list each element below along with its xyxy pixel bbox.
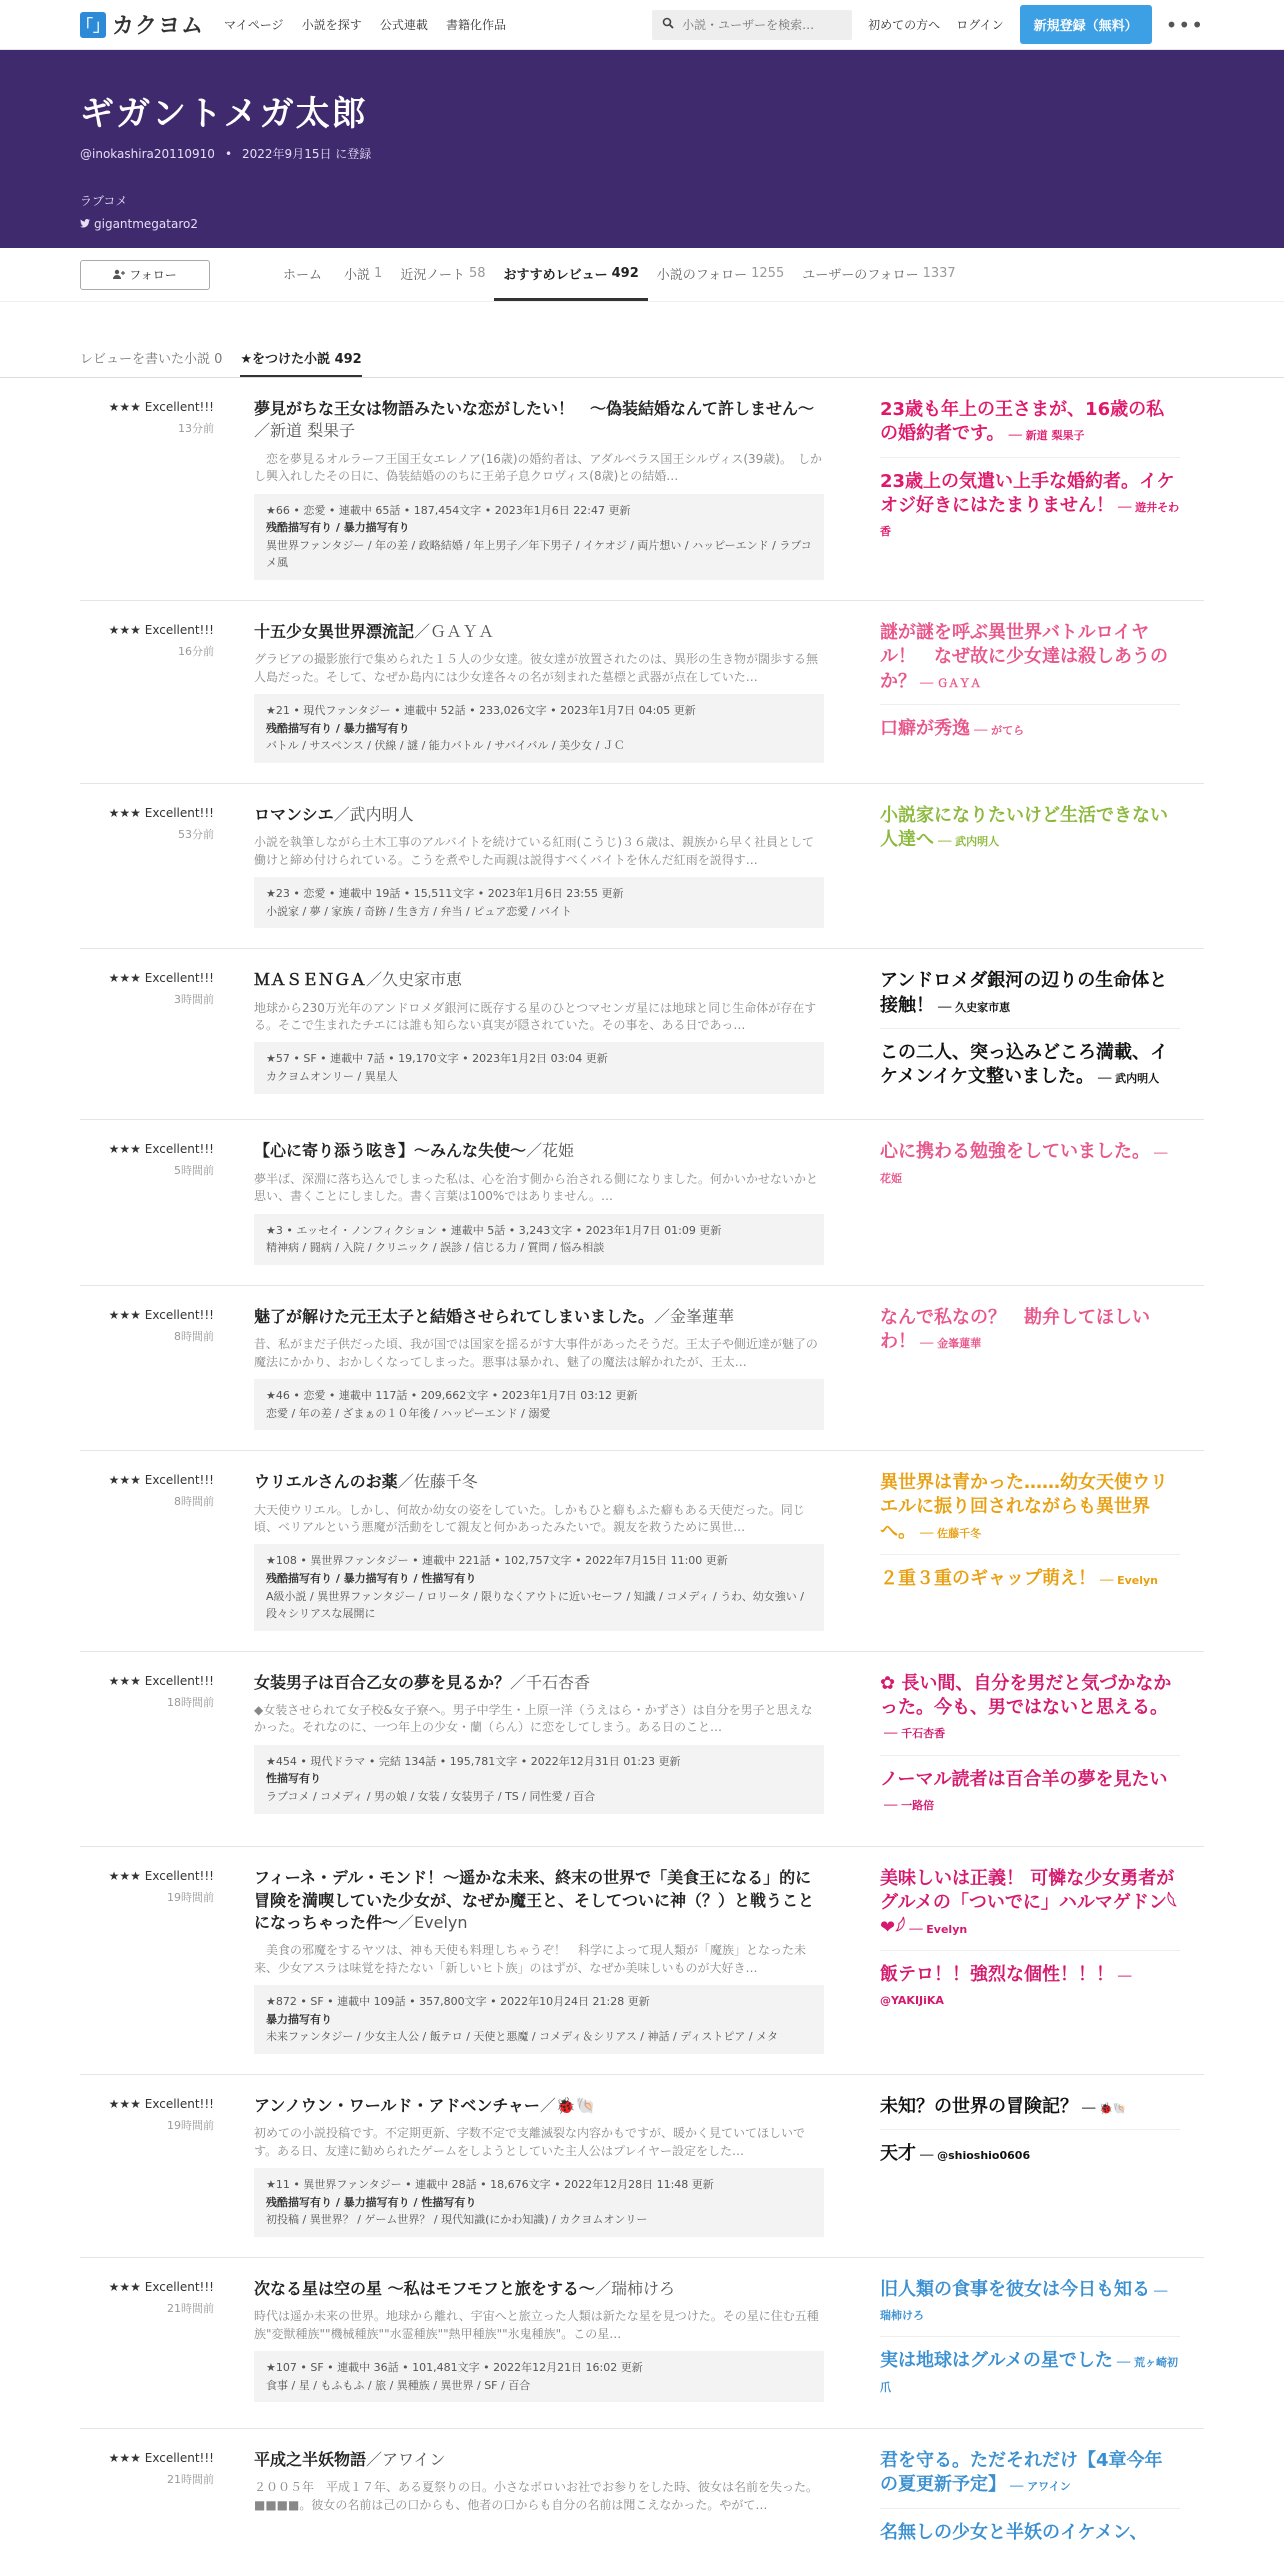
- review-catchphrase[interactable]: [880, 470, 1180, 553]
- review-author[interactable]: ── 一路倍: [884, 1798, 935, 1812]
- item-time: 3時間前: [174, 993, 214, 1007]
- work-stats: ★46 • 恋愛 • 連載中 117話 • 209,662文字 • 2023年1月7日 03:12 更新: [266, 1388, 638, 1402]
- work-title[interactable]: [254, 1471, 824, 1493]
- item-meta: [80, 1471, 214, 1631]
- add-user-icon: [113, 268, 125, 282]
- review-author[interactable]: ── 花姫: [880, 1147, 1168, 1185]
- review-text[interactable]: 美味しいは正義！ 可憐な少女勇者がグルメの「ついでに」ハルマゲドン𓆩❤𓆪: [880, 1868, 1178, 1938]
- logo-mark-icon: 「」: [80, 12, 106, 38]
- review-text[interactable]: 口癖が秀逸: [880, 717, 970, 739]
- review-text[interactable]: ✿ 長い間、自分を男だと気づかなかった。今も、男ではないと思える。: [880, 1672, 1172, 1718]
- review-catchphrase[interactable]: [880, 1471, 1180, 1555]
- review-author[interactable]: ── @YAKIJiKA: [880, 1970, 1132, 2008]
- review-text[interactable]: 23歳も年上の王さまが、16歳の私の婚約者です。: [880, 399, 1165, 445]
- work-info: [254, 2095, 824, 2237]
- review-author[interactable]: ── 瑞柿けろ: [880, 2284, 1168, 2323]
- work-author[interactable]: ／武内明人: [333, 804, 414, 824]
- list-item: [80, 601, 1204, 784]
- item-meta: [80, 804, 214, 928]
- work-stats: ★454 • 現代ドラマ • 完結 134話 • 195,781文字 • 2022年12月31日 01:23 更新: [266, 1754, 681, 1768]
- work-title-text[interactable]: 平成之半妖物語: [254, 2450, 367, 2470]
- nav-official[interactable]: 公式連載: [379, 18, 428, 32]
- signup-button[interactable]: 新規登録（無料）: [1020, 5, 1152, 44]
- work-title-text[interactable]: 【心に寄り添う呟き】～みんな失使～: [254, 1141, 527, 1161]
- item-time: 8時間前: [174, 1495, 214, 1509]
- work-author[interactable]: ／アワイン: [366, 2450, 446, 2470]
- work-title-text[interactable]: 魅了が解けた元王太子と結婚させられてしまいました。: [254, 1306, 655, 1326]
- work-info: [254, 398, 824, 580]
- work-description: 夢半ば、深淵に落ち込んでしまった私は、心を治す側から治される側になりました。何かいかせないかと思い、書くことにしました。書く言葉は100%ではありません。…: [254, 1171, 819, 1204]
- work-tags[interactable]: バトル / サスペンス / 伏線 / 謎 / 能力バトル / サバイバル / 美少女 / ＪＣ: [266, 739, 625, 753]
- work-title[interactable]: [254, 398, 824, 443]
- nav-mypage[interactable]: マイページ: [224, 18, 284, 32]
- work-stats: ★872 • SF • 連載中 109話 • 357,800文字 • 2022年10月24日 21:28 更新: [266, 1995, 650, 2009]
- review-catchphrase[interactable]: [880, 2278, 1180, 2338]
- work-info: [254, 2449, 824, 2555]
- work-description: 昔、私がまだ子供だった頃、我が国では国家を揺るがす大事件があったそうだ。王太子や側近達が魅了の魔法にかかり、おかしくなってしまった。悪事は暴かれ、魅了の魔法は解かれたが、王太…: [254, 1337, 818, 1369]
- profile-registered: 2022年9月15日 に登録: [242, 147, 372, 161]
- work-info: [254, 804, 824, 928]
- work-description: 大天使ウリエル。しかし、何故か幼女の姿をしていた。しかもひと癖もふた癖もある天使だった。同じ頃、ベリアルという悪魔が活動をして親友と何かあったみたいで。親友を救うために異世…: [254, 1502, 805, 1534]
- review-catchphrases: [880, 2278, 1180, 2408]
- work-author[interactable]: ／瑞柿けろ: [594, 2278, 675, 2298]
- work-tags[interactable]: 小説家 / 夢 / 家族 / 奇跡 / 生き方 / 弁当 / ピュア恋愛 / バイト: [266, 904, 572, 918]
- review-catchphrase[interactable]: [880, 804, 1180, 863]
- work-details: [254, 2351, 824, 2402]
- item-meta: [80, 1140, 214, 1264]
- work-title[interactable]: [254, 1672, 824, 1694]
- work-title[interactable]: [254, 1306, 824, 1328]
- list-item: [80, 2429, 1204, 2568]
- review-catchphrase[interactable]: [880, 1567, 1180, 1601]
- work-details: [254, 1214, 824, 1265]
- item-meta: [80, 2095, 214, 2237]
- review-author[interactable]: ── 武内明人: [938, 835, 1000, 849]
- list-item: [80, 378, 1204, 601]
- review-text[interactable]: ノーマル読者は百合羊の夢を見たい: [880, 1768, 1168, 1790]
- review-catchphrases: [880, 621, 1180, 763]
- star-rating: ★★★ Excellent!!!: [108, 2279, 214, 2294]
- review-catchphrase[interactable]: [880, 2349, 1180, 2408]
- item-meta: [80, 621, 214, 763]
- review-catchphrase[interactable]: [880, 2095, 1180, 2130]
- profile-bio: ラブコメ: [80, 194, 128, 208]
- work-info: [254, 1306, 824, 1430]
- search-icon: [662, 17, 674, 32]
- tab-notes[interactable]: 近況ノート 58: [400, 265, 486, 283]
- work-info: [254, 1867, 824, 2054]
- item-time: 19時間前: [167, 1891, 214, 1905]
- work-info: [254, 969, 824, 1099]
- item-meta: [80, 1672, 214, 1826]
- work-description: ◆女装させられて女子校&女子寮へ。男子中学生・上原一洋（うえはら・かずさ）は自分を男子と思えなかった。それなのに、一つ年上の少女・蘭（らん）に恋をしてしまう。ある日のこと…: [254, 1703, 813, 1735]
- review-author[interactable]: ── 佐藤千冬: [920, 1526, 982, 1540]
- subtab-reviewed[interactable]: レビューを書いた小説 0: [80, 352, 223, 367]
- work-description: 恋を夢見るオルラーフ王国王女エレノア(16歳)の婚約者は、アダルベラス国王シルヴィス(39歳)。 しかし興入れしたその日に、偽装結婚ののちに王弟子息クロヴィス(8歳)との結婚…: [254, 451, 822, 484]
- star-rating: ★★★ Excellent!!!: [108, 2096, 214, 2111]
- work-info: [254, 2278, 824, 2408]
- review-text[interactable]: ２重３重のギャップ萌え！: [880, 1568, 1096, 1590]
- content-flags: 残酷描写有り / 暴力描写有り: [266, 521, 410, 535]
- work-tags[interactable]: A級小説 / 異世界ファンタジー / ロリータ / 限りなくアウトに近いセーフ / 知識 / コメディ / うわ、幼女強い / 段々シリアスな展開に: [266, 1589, 804, 1621]
- search-input[interactable]: [682, 18, 842, 32]
- review-author[interactable]: ── 千石杏香: [884, 1727, 946, 1741]
- top-bar: [0, 0, 1284, 50]
- work-author[interactable]: ／佐藤千冬: [397, 1472, 478, 1492]
- work-title[interactable]: [254, 1140, 824, 1162]
- review-catchphrase[interactable]: [880, 717, 1180, 751]
- work-tags[interactable]: 初投稿 / 異世界？ / ゲーム世界？ / 現代知識(にかわ知識) / カクヨムオンリー: [266, 2213, 648, 2227]
- list-item: [80, 2258, 1204, 2429]
- work-details: [254, 1985, 824, 2054]
- review-text[interactable]: 天才: [880, 2143, 916, 2165]
- work-stats: ★21 • 現代ファンタジー • 連載中 52話 • 233,026文字 • 2023年1月7日 04:05 更新: [266, 704, 696, 718]
- review-text[interactable]: 実は地球はグルメの星でした: [880, 2350, 1113, 2372]
- item-time: 19時間前: [167, 2118, 214, 2132]
- work-title[interactable]: [254, 2449, 824, 2471]
- list-item: [80, 1847, 1204, 2075]
- work-description: 美食の邪魔をするヤツは、神も天使も料理しちゃうぞ！ 科学によって現人類が「魔族」となった未来、少女アスラは味覚を持たない「新しいヒト族」のはずが、なぜか美味しいものが大好き…: [254, 1943, 807, 1975]
- more-menu-icon[interactable]: •••: [1165, 12, 1204, 37]
- item-time: 16分前: [178, 644, 214, 658]
- work-details: [254, 1379, 824, 1430]
- review-catchphrase[interactable]: [880, 1140, 1180, 1199]
- content-flags: 暴力描写有り: [266, 2012, 332, 2026]
- work-title-text[interactable]: ＭＡＳＥＮＧＡ: [254, 970, 367, 990]
- review-author[interactable]: ── ＧＡＹＡ: [920, 676, 982, 690]
- work-info: [254, 1672, 824, 1826]
- list-item: [80, 2075, 1204, 2258]
- content-flags: 残酷描写有り / 暴力描写有り / 性描写有り: [266, 1571, 477, 1585]
- nav-search-novels[interactable]: 小説を探す: [301, 18, 362, 32]
- work-details: [254, 1745, 824, 1814]
- review-author[interactable]: ── 荒ヶ崎初爪: [880, 2356, 1178, 2394]
- work-stats: ★3 • エッセイ・ノンフィクション • 連載中 5話 • 3,243文字 • 2023年1月7日 01:09 更新: [266, 1223, 722, 1237]
- item-time: 21時間前: [167, 2301, 214, 2315]
- work-title-text[interactable]: 次なる星は空の星 ～私はモフモフと旅をする～: [254, 2278, 595, 2298]
- review-catchphrase[interactable]: [880, 969, 1180, 1029]
- star-rating: ★★★ Excellent!!!: [108, 1307, 214, 1322]
- review-author[interactable]: ── Evelyn: [1100, 1574, 1158, 1588]
- work-author[interactable]: ／ＧＡＹＡ: [414, 621, 495, 641]
- star-rating: ★★★ Excellent!!!: [108, 2451, 214, 2466]
- review-text[interactable]: 小説家になりたいけど生活できない人達へ: [880, 804, 1168, 851]
- review-text[interactable]: なんで私なの？ 勘弁してほしいわ！: [880, 1306, 1150, 1353]
- work-description: 小説を執筆しながら土木工事のアルバイトを続けている紅雨(こうじ)３６歳は、親族から早く社員として働けと締め付けられている。こうを煮やした両親は説得すべくバイトを休んだ紅雨を説得す…: [254, 835, 815, 867]
- work-info: [254, 1471, 824, 1631]
- review-text[interactable]: アンドロメダ銀河の辺りの生命体と接触！: [880, 970, 1168, 1016]
- review-catchphrase[interactable]: [880, 398, 1180, 458]
- star-rating: ★★★ Excellent!!!: [108, 622, 214, 637]
- review-author[interactable]: ── 金峯蓮華: [920, 1337, 982, 1351]
- work-author[interactable]: ／新道 梨果子: [254, 421, 356, 441]
- star-rating: ★★★ Excellent!!!: [108, 1142, 214, 1157]
- login-link[interactable]: ログイン: [956, 18, 1004, 32]
- work-stats: ★66 • 恋愛 • 連載中 65話 • 187,454文字 • 2023年1月6日 22:47 更新: [266, 503, 631, 517]
- review-catchphrases: [880, 1471, 1180, 1631]
- review-author[interactable]: ── がてら: [974, 723, 1025, 737]
- star-rating: ★★★ Excellent!!!: [108, 1673, 214, 1688]
- work-tags[interactable]: 精神病 / 闘病 / 入院 / クリニック / 誤診 / 信じる力 / 質問 / 悩み相談: [266, 1241, 605, 1255]
- review-catchphrases: [880, 804, 1180, 928]
- profile-sub: @inokashira20110910 • 2022年9月15日 に登録: [80, 147, 372, 161]
- subtab-starred[interactable]: ★をつけた小説 492: [240, 342, 361, 377]
- review-author[interactable]: ── 新道 梨果子: [1008, 429, 1085, 443]
- work-title[interactable]: [254, 804, 824, 826]
- review-catchphrase[interactable]: [880, 1672, 1180, 1756]
- work-title-text[interactable]: 夢見がちな王女は物語みたいな恋がしたい！ ～偽装結婚なんて許しません～: [254, 399, 815, 418]
- list-item: [80, 784, 1204, 949]
- work-title-text[interactable]: 女装男子は百合乙女の夢を見るか？: [254, 1672, 511, 1692]
- item-meta: [80, 1867, 214, 2054]
- work-title[interactable]: [254, 621, 824, 643]
- item-meta: [80, 1306, 214, 1430]
- main-nav: [224, 16, 520, 33]
- work-description: 地球から230万光年のアンドロメダ銀河に既存する星のひとつマセンガ星には地球と同じ生命体が存在する。そこで生まれたチエには誰も知らない真実が隠されていた。その事を、ある日であっ…: [254, 1000, 817, 1033]
- review-catchphrase[interactable]: [880, 621, 1180, 705]
- work-info: [254, 621, 824, 763]
- work-details: [254, 1544, 824, 1630]
- tab-novels[interactable]: 小説 1: [344, 265, 383, 283]
- twitter-icon: [80, 217, 90, 231]
- work-details: [254, 2168, 824, 2237]
- review-catchphrase[interactable]: [880, 1963, 1180, 2022]
- work-description: グラビアの撮影旅行で集められた１５人の少女達。彼女達が放置されたのは、異形の生き物が闊歩する無人島だった。そして、なぜか島内には少女達各々の名が刻まれた墓標と武器が点在していた…: [254, 652, 819, 684]
- item-meta: [80, 398, 214, 580]
- first-time-link[interactable]: 初めての方へ: [868, 18, 941, 32]
- work-stats: ★108 • 異世界ファンタジー • 連載中 221話 • 102,757文字 • 2022年7月15日 11:00 更新: [266, 1554, 728, 1568]
- work-author[interactable]: ／🐞🐚: [539, 2095, 596, 2115]
- item-time: 53分前: [178, 827, 214, 841]
- work-details: [254, 877, 824, 928]
- review-text[interactable]: 未知？の世界の冒険記？: [880, 2095, 1078, 2117]
- review-author[interactable]: ── 武内明人: [1098, 1072, 1160, 1086]
- review-text[interactable]: 異世界は青かった……幼女天使ウリエルに振り回されながらも異世界へ。: [880, 1472, 1168, 1542]
- review-list: [0, 378, 1284, 2568]
- review-text[interactable]: 心に携わる勉強をしていました。: [880, 1141, 1150, 1163]
- tab-home[interactable]: ホーム: [283, 267, 323, 283]
- profile-tabs: [274, 248, 965, 301]
- work-details: [254, 494, 824, 580]
- work-title-text[interactable]: アンノウン・ワールド・アドベンチャー: [254, 2095, 540, 2115]
- work-author[interactable]: ／千石杏香: [510, 1672, 591, 1692]
- item-time: 13分前: [178, 422, 214, 435]
- work-title[interactable]: [254, 969, 824, 991]
- work-description: 時代は遥か未来の世界。地球から離れ、宇宙へと旅立った人類は新たな星を見つけた。その星に住む五種族"変獣種族""機械種族""水霊種族""熱甲種族""氷鬼種族"。この星…: [254, 2309, 819, 2341]
- work-tags[interactable]: 未来ファンタジー / 少女主人公 / 飯テロ / 天使と悪魔 / コメディ＆シリアス / 神話 / ディストピア / メタ: [266, 2030, 779, 2044]
- item-meta: [80, 2278, 214, 2408]
- review-catchphrases: [880, 1672, 1180, 1826]
- review-text[interactable]: 23歳上の気遣い上手な婚約者。イケオジ好きにはたまりません！: [880, 470, 1175, 516]
- item-time: 18時間前: [167, 1695, 214, 1709]
- review-author[interactable]: ── 🐞🐚: [1082, 2101, 1127, 2115]
- logo[interactable]: [77, 9, 205, 40]
- work-tags[interactable]: 異世界ファンタジー / 年の差 / 政略結婚 / 年上男子／年下男子 / イケオジ / 両片想い / ハッピーエンド / ラブコメ風: [266, 538, 812, 570]
- twitter-handle: gigantmegataro2: [94, 217, 198, 231]
- work-title-text[interactable]: 十五少女異世界漂流記: [254, 621, 415, 641]
- work-stats: ★11 • 異世界ファンタジー • 連載中 28話 • 18,676文字 • 2022年12月28日 11:48 更新: [266, 2178, 714, 2192]
- work-tags[interactable]: 食事 / 星 / もふもふ / 旅 / 異種族 / 異世界 / SF / 百合: [266, 2378, 531, 2392]
- work-tags[interactable]: 恋愛 / 年の差 / ざまぁの１０年後 / ハッピーエンド / 溺愛: [266, 1406, 551, 1420]
- review-text[interactable]: 飯テロ！！強烈な個性！！！: [880, 1964, 1114, 1986]
- item-meta: [80, 2449, 214, 2555]
- review-text[interactable]: 君を守る。ただそれだけ【4章今年の夏更新予定】: [880, 2450, 1163, 2496]
- content-flags: 残酷描写有り / 暴力描写有り / 性描写有り: [266, 2195, 477, 2209]
- logo-text: カクヨム: [112, 14, 205, 39]
- review-catchphrase[interactable]: [880, 2449, 1180, 2509]
- work-title-text[interactable]: ウリエルさんのお薬: [254, 1472, 398, 1492]
- work-stats: ★57 • SF • 連載中 7話 • 19,170文字 • 2023年1月2日 03:04 更新: [266, 1052, 608, 1066]
- review-catchphrase[interactable]: [880, 2142, 1180, 2176]
- work-details: [254, 694, 824, 763]
- review-catchphrases: [880, 1306, 1180, 1430]
- work-author[interactable]: ／Evelyn: [398, 1912, 468, 1932]
- item-time: 21時間前: [167, 2473, 214, 2487]
- follow-button[interactable]: [80, 260, 210, 290]
- work-description: 初めての小説投稿です。不定期更新、字数不定で支離滅裂な内容かもですが、暖かく見ていてほしいです。ある日、友達に勧められたゲームをしようとしていた主人公はプレイヤー設定をした…: [254, 2126, 806, 2158]
- review-text[interactable]: 名無しの少女と半妖のイケメン、: [880, 2521, 1148, 2543]
- work-author[interactable]: ／花姫: [526, 1141, 575, 1161]
- follow-label: フォロー: [129, 268, 177, 282]
- tab-reviews[interactable]: おすすめレビュー 492: [494, 248, 647, 301]
- work-title-text[interactable]: フィーネ・デル・モンド！～遥かな未来、終末の世界で「美食王になる」的に冒険を満喫していた少女が、なぜか魔王と、そしてついに神（？）と戦うことになっちゃった件～: [254, 1868, 815, 1932]
- review-catchphrases: [880, 1140, 1180, 1264]
- work-stats: ★23 • 恋愛 • 連載中 19話 • 15,511文字 • 2023年1月6日 23:55 更新: [266, 887, 624, 901]
- list-item: [80, 1652, 1204, 1847]
- work-title-text[interactable]: ロマンシエ: [254, 804, 334, 824]
- tab-user-follows[interactable]: ユーザーのフォロー 1337: [802, 265, 956, 283]
- list-item: [80, 949, 1204, 1120]
- work-info: [254, 1140, 824, 1264]
- star-rating: ★★★ Excellent!!!: [108, 1473, 214, 1488]
- review-catchphrases: [880, 2095, 1180, 2237]
- work-author[interactable]: ／金峯蓮華: [654, 1306, 735, 1326]
- item-meta: [80, 969, 214, 1099]
- review-author[interactable]: ── アワイン: [1010, 2480, 1071, 2494]
- review-author[interactable]: ── 久史家市恵: [938, 1000, 1011, 1014]
- review-catchphrases: [880, 398, 1180, 580]
- work-tags[interactable]: カクヨムオンリー / 異星人: [266, 1070, 398, 1084]
- profile-header: [0, 50, 1284, 248]
- work-stats: ★107 • SF • 連載中 36話 • 101,481文字 • 2022年12月21日 16:02 更新: [266, 2361, 643, 2375]
- work-author[interactable]: ／久史家市恵: [366, 970, 463, 990]
- nav-books[interactable]: 書籍化作品: [446, 18, 507, 32]
- review-catchphrases: [880, 1867, 1180, 2054]
- review-catchphrases: [880, 969, 1180, 1099]
- review-catchphrase[interactable]: [880, 1867, 1180, 1951]
- profile-handle: @inokashira20110910: [80, 147, 215, 161]
- profile-name: ギガントメガ太郎: [80, 94, 368, 134]
- review-author[interactable]: ── Evelyn: [909, 1922, 968, 1936]
- review-catchphrase[interactable]: [880, 1041, 1180, 1100]
- review-catchphrases: [880, 2449, 1180, 2555]
- review-subtabs: [0, 342, 1284, 378]
- review-author[interactable]: ── 遊井そわ香: [880, 500, 1180, 539]
- star-rating: ★★★ Excellent!!!: [108, 1869, 214, 1884]
- list-item: [80, 1451, 1204, 1652]
- work-title[interactable]: [254, 2095, 824, 2117]
- profile-tabbar: [0, 248, 1284, 302]
- review-catchphrase[interactable]: [880, 1768, 1180, 1827]
- work-title[interactable]: [254, 1867, 824, 1934]
- review-catchphrase[interactable]: [880, 1306, 1180, 1365]
- star-rating: ★★★ Excellent!!!: [108, 971, 214, 986]
- content-flags: 残酷描写有り / 暴力描写有り: [266, 721, 410, 735]
- work-title[interactable]: [254, 2278, 824, 2300]
- work-details: [254, 1042, 824, 1093]
- review-author[interactable]: ── @shioshio0606: [920, 2149, 1031, 2163]
- tab-novel-follows[interactable]: 小説のフォロー 1255: [656, 265, 785, 283]
- list-item: [80, 1286, 1204, 1451]
- item-time: 8時間前: [174, 1329, 214, 1343]
- item-time: 5時間前: [174, 1164, 214, 1178]
- star-rating: ★★★ Excellent!!!: [108, 400, 214, 414]
- review-text[interactable]: 旧人類の食事を彼女は今日も知る: [880, 2278, 1150, 2300]
- search-box: [652, 10, 852, 40]
- review-catchphrase[interactable]: [880, 2521, 1180, 2555]
- star-rating: ★★★ Excellent!!!: [108, 805, 214, 820]
- content-flags: 性描写有り: [266, 1772, 321, 1786]
- work-description: ２００５年 平成１７年、ある夏祭りの日。小さなボロいお社でお参りをした時、彼女は名前を失った。■■■■。彼女の名前は己の口からも、他者の口からも自分の名前は聞こえなかった。やがて…: [254, 2480, 819, 2512]
- review-text[interactable]: この二人、突っ込みどころ満載、イケメンイケ文整いました。: [880, 1041, 1168, 1088]
- twitter-link[interactable]: [80, 217, 1204, 231]
- review-text[interactable]: 謎が謎を呼ぶ異世界バトルロイヤル！ なぜ故に少女達は殺しあうのか？: [880, 621, 1168, 692]
- work-tags[interactable]: ラブコメ / コメディ / 男の娘 / 女装 / 女装男子 / TS / 同性愛 / 百合: [266, 1790, 596, 1804]
- list-item: [80, 1120, 1204, 1285]
